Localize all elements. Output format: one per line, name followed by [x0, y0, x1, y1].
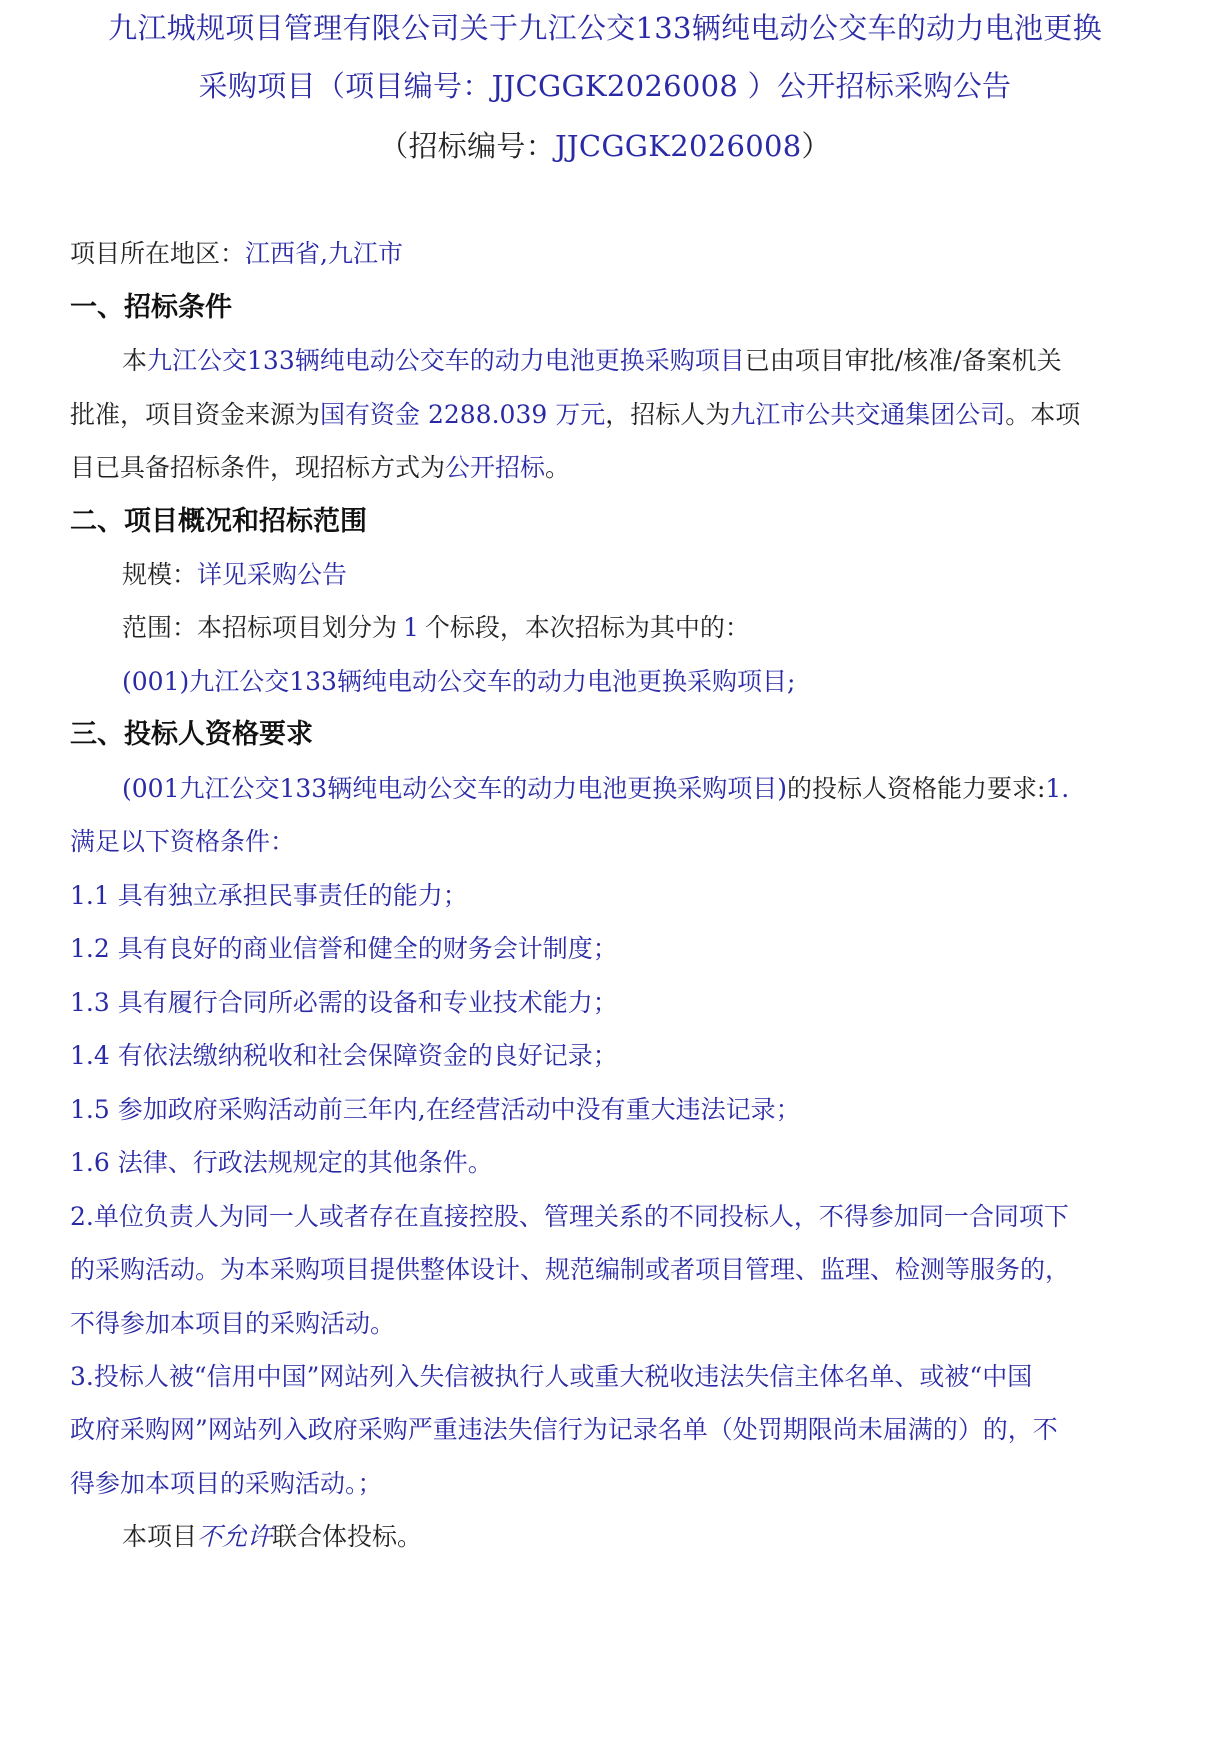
- text: 。本项: [1005, 400, 1081, 429]
- scale-value: 详见采购公告: [197, 560, 348, 589]
- requirement-item: 1.3 具有履行合同所必需的设备和专业技术能力；: [70, 988, 618, 1017]
- tenderer-name: 九江市公共交通集团公司: [730, 400, 1006, 429]
- scale-line: [122, 557, 1192, 593]
- requirement-item: 1.1 具有独立承担民事责任的能力；: [70, 881, 468, 910]
- requirement-para-3-line-1: 3.投标人被“信用中国”网站列入失信被执行人或重大税收违法失信主体名单、或被“中国: [70, 1362, 1033, 1391]
- requirement-para-3-line-3: 得参加本项目的采购活动。；: [70, 1469, 383, 1498]
- consortium-line: [122, 1519, 1192, 1555]
- requirement-item: 1.2 具有良好的商业信誉和健全的财务会计制度；: [70, 934, 618, 963]
- requirement-para-2-line-3: 不得参加本项目的采购活动。: [70, 1309, 396, 1338]
- requirement-item: 1.5 参加政府采购活动前三年内,在经营活动中没有重大违法记录；: [70, 1095, 801, 1124]
- tender-number-suffix: ）: [801, 129, 831, 163]
- section-2-heading: 二、项目概况和招标范围: [70, 506, 367, 537]
- section-1-para-line-2: [70, 397, 1140, 433]
- tender-number-line: [40, 126, 1170, 166]
- text: ，招标人为: [605, 400, 731, 429]
- section-1-para-line-1: [122, 343, 1192, 379]
- location-label: 项目所在地区：: [70, 239, 246, 268]
- requirement-item: 1.6 法律、行政法规规定的其他条件。: [70, 1148, 493, 1177]
- title-line-1: 九江城规项目管理有限公司关于九江公交133辆纯电动公交车的动力电池更换: [108, 11, 1102, 45]
- text: 目已具备招标条件，现招标方式为: [70, 453, 446, 482]
- text: 已由项目审批/核准/备案机关: [744, 346, 1062, 375]
- requirement-lot: (001九江公交133辆纯电动公交车的动力电池更换采购项目): [122, 774, 787, 803]
- requirement-para-2-line-1: 2.单位负责人为同一人或者存在直接控股、管理关系的不同投标人，不得参加同一合同项下: [70, 1202, 1069, 1231]
- requirement-intro-line-2: 满足以下资格条件：: [70, 827, 296, 856]
- text: 范围：本招标项目划分为: [122, 613, 398, 642]
- title-line-2: 采购项目（项目编号：JJCGGK2026008 ）公开招标采购公告: [198, 69, 1012, 103]
- text: 联合体投标。: [272, 1522, 423, 1551]
- lot-count: 1: [403, 613, 419, 642]
- text: 。: [545, 453, 571, 482]
- tender-method: 公开招标: [445, 453, 546, 482]
- fund-source: 国有资金 2288.039 万元: [320, 400, 606, 429]
- section-1-para-line-3: [70, 450, 1140, 486]
- scope-line: [122, 610, 1192, 646]
- consortium-value: 不允许: [197, 1522, 273, 1551]
- project-name: 九江公交133辆纯电动公交车的动力电池更换采购项目: [147, 346, 745, 375]
- scale-label: 规模：: [122, 560, 198, 589]
- section-1-heading: 一、招标条件: [70, 292, 232, 323]
- text: 本: [122, 346, 148, 375]
- project-location: [70, 236, 1140, 272]
- text: 的投标人资格能力要求:: [786, 774, 1046, 803]
- tender-number-code: JJCGGK2026008: [555, 129, 802, 163]
- tender-number-prefix: （招标编号：: [379, 129, 555, 163]
- location-value: 江西省,九江市: [245, 239, 403, 268]
- text: 批准，项目资金来源为: [70, 400, 321, 429]
- text: 本项目: [122, 1522, 198, 1551]
- lot-item: (001)九江公交133辆纯电动公交车的动力电池更换采购项目;: [122, 667, 796, 696]
- section-3-heading: 三、投标人资格要求: [70, 719, 313, 750]
- text: 个标段，本次招标为其中的：: [424, 613, 750, 642]
- requirement-para-3-line-2: 政府采购网”网站列入政府采购严重违法失信行为记录名单（处罚期限尚未届满的）的，不: [70, 1415, 1058, 1444]
- requirement-para-2-line-2: 的采购活动。为本采购项目提供整体设计、规范编制或者项目管理、监理、检测等服务的，: [70, 1255, 1071, 1284]
- text: 1.: [1045, 774, 1070, 803]
- requirement-intro-line-1: [122, 771, 1192, 807]
- requirement-item: 1.4 有依法缴纳税收和社会保障资金的良好记录；: [70, 1041, 618, 1070]
